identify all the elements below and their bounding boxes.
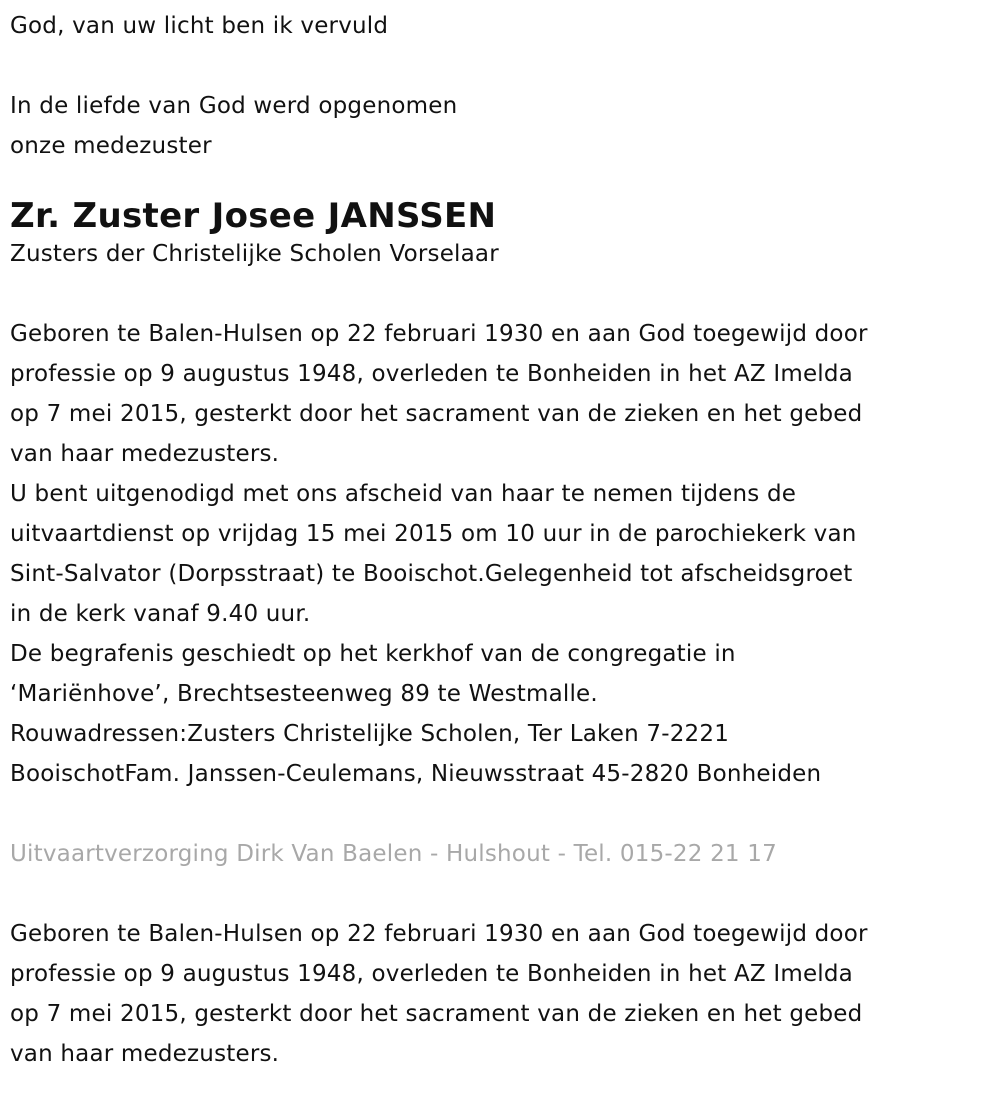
body-line: Sint-Salvator (Dorpsstraat) te Booischot.Gelegenheid tot afscheidsgroet (10, 561, 853, 587)
body-line: in de kerk vanaf 9.40 uur. (10, 601, 311, 627)
body-line: De begrafenis geschiedt op het kerkhof van de congregatie in (10, 641, 736, 667)
body-line: uitvaartdienst op vrijdag 15 mei 2015 om 10 uur in de parochiekerk van (10, 521, 857, 547)
verse-line: God, van uw licht ben ik vervuld (10, 13, 389, 39)
obituary-document (10, 6, 995, 1074)
summary-line: professie op 9 augustus 1948, overleden te Bonheiden in het AZ Imelda (10, 961, 853, 987)
spacer (10, 874, 995, 914)
summary-line: op 7 mei 2015, gesterkt door het sacrament van de zieken en het gebed (10, 1001, 863, 1027)
spacer (10, 46, 995, 86)
body-line: Rouwadressen:Zusters Christelijke Scholen, Ter Laken 7-2221 (10, 721, 730, 747)
spacer (10, 166, 995, 192)
congregation-line: Zusters der Christelijke Scholen Vorselaar (10, 241, 499, 267)
spacer (10, 794, 995, 834)
announcement-line: In de liefde van God werd opgenomen (10, 93, 458, 119)
summary-body (10, 914, 995, 1074)
body-line: op 7 mei 2015, gesterkt door het sacrament van de zieken en het gebed (10, 401, 863, 427)
deceased-name: Zr. Zuster Josee JANSSEN (10, 196, 497, 236)
obituary-body (10, 314, 995, 794)
body-line: BooischotFam. Janssen-Ceulemans, Nieuwsstraat 45-2820 Bonheiden (10, 761, 822, 787)
body-line: professie op 9 augustus 1948, overleden te Bonheiden in het AZ Imelda (10, 361, 853, 387)
spacer (10, 274, 995, 314)
summary-line: van haar medezusters. (10, 1041, 280, 1067)
body-line: U bent uitgenodigd met ons afscheid van haar te nemen tijdens de (10, 481, 797, 507)
body-line: van haar medezusters. (10, 441, 280, 467)
body-line: ‘Mariënhove’, Brechtsesteenweg 89 te Westmalle. (10, 681, 598, 707)
undertaker-line: Uitvaartverzorging Dirk Van Baelen - Hulshout - Tel. 015-22 21 17 (10, 841, 777, 867)
announcement-line: onze medezuster (10, 133, 212, 159)
body-line: Geboren te Balen-Hulsen op 22 februari 1930 en aan God toegewijd door (10, 321, 868, 347)
summary-line: Geboren te Balen-Hulsen op 22 februari 1930 en aan God toegewijd door (10, 921, 868, 947)
